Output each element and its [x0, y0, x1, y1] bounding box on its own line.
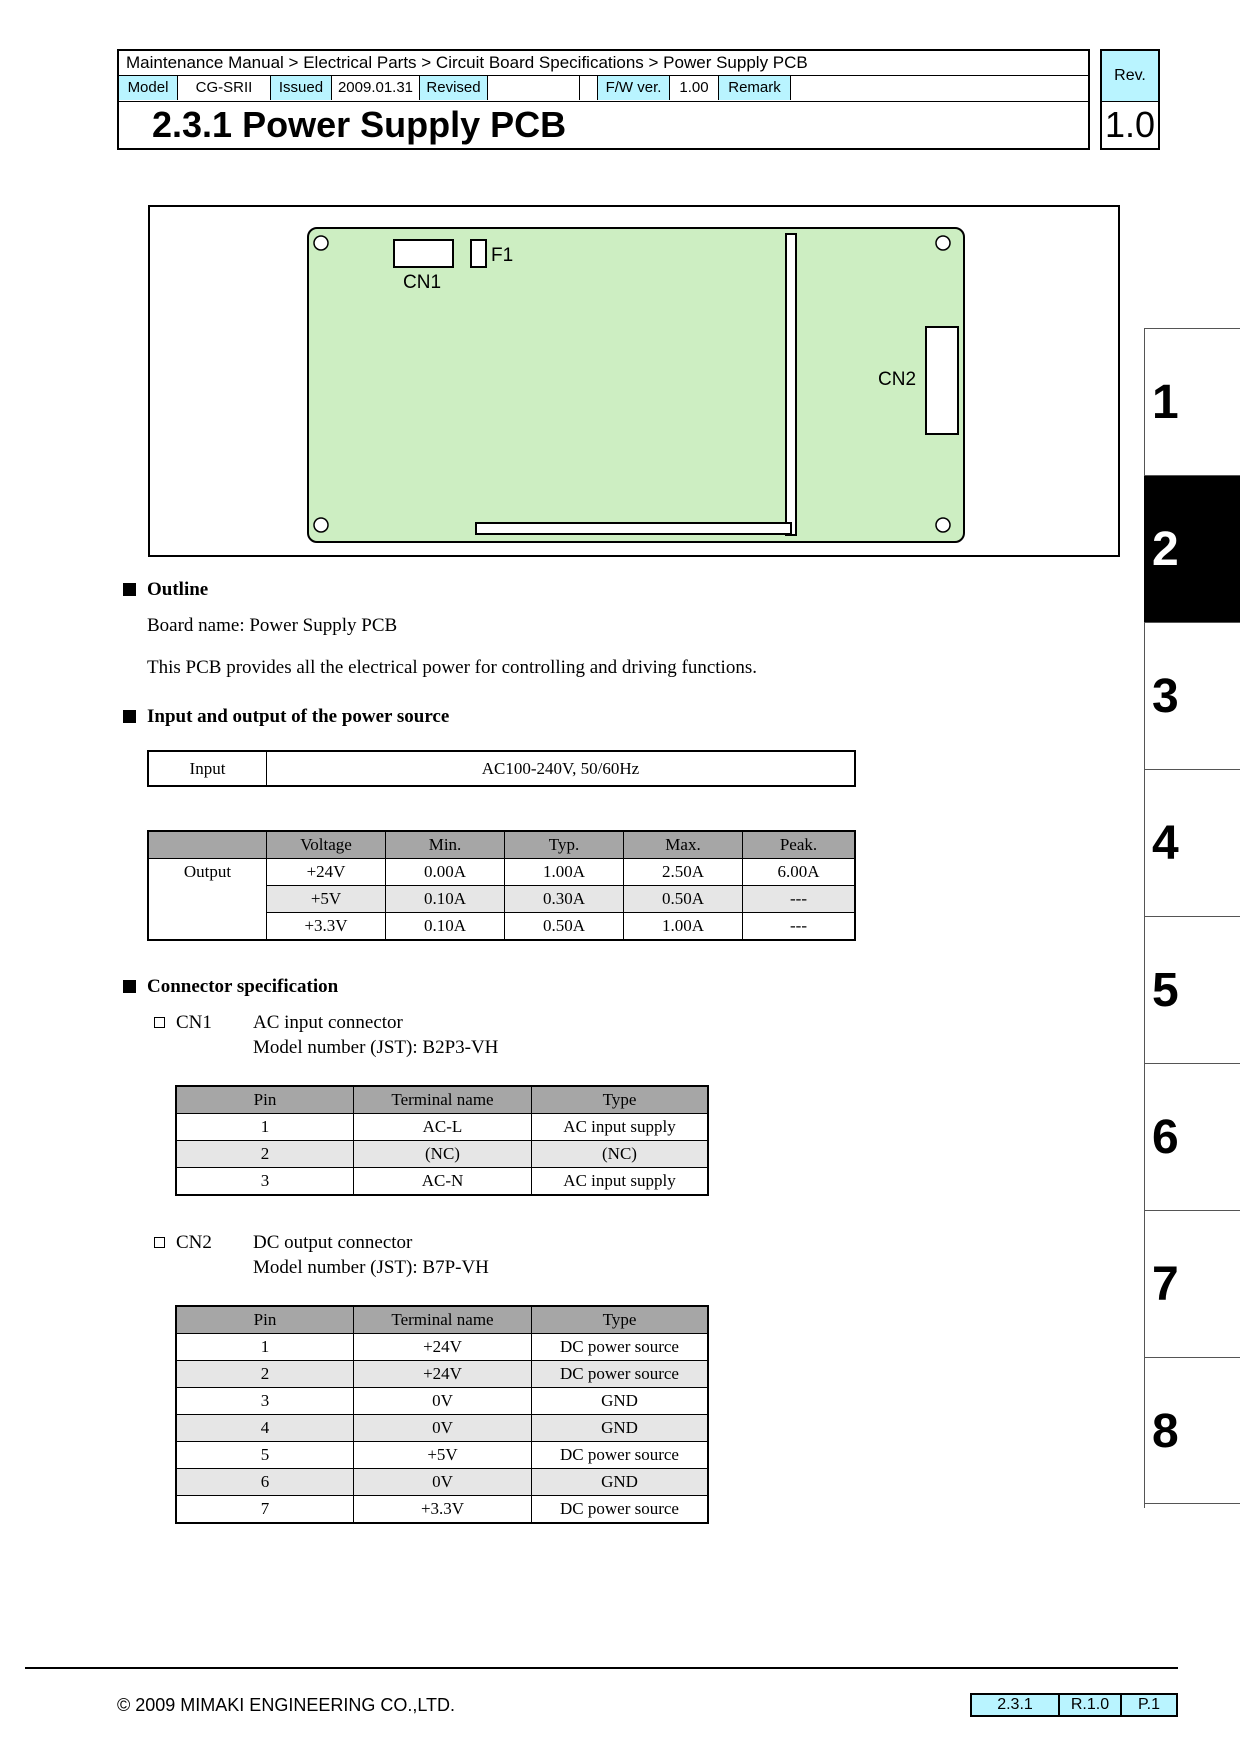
table-cell: 0.50A: [505, 913, 624, 941]
col-header: Terminal name: [354, 1306, 532, 1334]
mounting-hole: [936, 518, 950, 532]
table-cell: 0.10A: [386, 886, 505, 913]
table-cell: +24V: [354, 1361, 532, 1388]
table-cell: 0.00A: [386, 859, 505, 886]
table-cell: GND: [532, 1388, 709, 1415]
cn2-id-text: CN2: [176, 1232, 212, 1253]
pcb-diagram: [150, 207, 1118, 555]
fw-value: 1.00: [670, 76, 719, 100]
vertical-rail: [786, 234, 796, 535]
input-label: Input: [148, 751, 267, 786]
chapter-tab-1[interactable]: 1: [1144, 328, 1240, 475]
table-row: [176, 1114, 708, 1141]
f1-label: F1: [491, 245, 514, 266]
table-cell: DC power source: [532, 1442, 709, 1469]
cn2-connector: [926, 327, 958, 434]
col-header: Typ.: [505, 831, 624, 859]
table-cell: 1.00A: [505, 859, 624, 886]
table-row: [176, 1141, 708, 1168]
chapter-tab-5[interactable]: 5: [1144, 916, 1240, 1063]
table-row: [176, 1361, 708, 1388]
footer-page-info: [970, 1693, 1178, 1717]
bullet-square-icon: [123, 583, 136, 596]
chapter-tab-8[interactable]: 8: [1144, 1357, 1240, 1504]
table-cell: 0V: [354, 1388, 532, 1415]
output-corner: [148, 831, 267, 859]
table-cell: 4: [176, 1415, 354, 1442]
cn2-id: [176, 1231, 212, 1255]
breadcrumb: Maintenance Manual > Electrical Parts > Circuit Board Specifications > Power Supply PCB: [119, 51, 1088, 76]
table-row: [176, 1388, 708, 1415]
bullet-open-square-icon: [154, 1017, 165, 1028]
revised-value: [488, 76, 580, 100]
table-cell: 0.10A: [386, 913, 505, 941]
table-cell: DC power source: [532, 1334, 709, 1361]
table-cell: +3.3V: [354, 1496, 532, 1524]
col-header: Voltage: [267, 831, 386, 859]
remark-label: Remark: [719, 76, 791, 100]
table-cell: 0.30A: [505, 886, 624, 913]
output-label: Output: [148, 859, 267, 941]
table-cell: (NC): [532, 1141, 709, 1168]
table-cell: 5: [176, 1442, 354, 1469]
chapter-tab-3[interactable]: 3: [1144, 622, 1240, 769]
table-cell: 0V: [354, 1469, 532, 1496]
table-cell: 1: [176, 1334, 354, 1361]
cn1-connector: [394, 240, 453, 267]
connector-heading-text: Connector specification: [147, 976, 339, 997]
footer-divider: [25, 1667, 1178, 1669]
table-cell: 1: [176, 1114, 354, 1141]
cn1-name: AC input connector: [253, 1012, 403, 1033]
mounting-hole: [314, 236, 328, 250]
revision-box: [1100, 49, 1160, 150]
page-title: 2.3.1 Power Supply PCB: [152, 104, 567, 145]
power-heading: [147, 705, 449, 729]
table-row: [176, 1496, 708, 1524]
table-row: [176, 1334, 708, 1361]
table-cell: +5V: [354, 1442, 532, 1469]
table-cell: 3: [176, 1168, 354, 1196]
table-row: [176, 1442, 708, 1469]
table-cell: 0V: [354, 1415, 532, 1442]
f1-fuse: [471, 240, 486, 267]
fw-label: F/W ver.: [597, 76, 670, 100]
issued-label: Issued: [271, 76, 332, 100]
horizontal-rail: [476, 523, 791, 534]
metadata-row: [119, 76, 1088, 102]
col-header: Type: [532, 1306, 709, 1334]
rev-value: 1.0: [1104, 104, 1156, 145]
chapter-tab-4[interactable]: 4: [1144, 769, 1240, 916]
table-cell: ---: [743, 886, 856, 913]
col-header: Peak.: [743, 831, 856, 859]
table-cell: +5V: [267, 886, 386, 913]
output-table: [147, 830, 856, 941]
mounting-hole: [314, 518, 328, 532]
table-cell: 2: [176, 1141, 354, 1168]
table-cell: 6: [176, 1469, 354, 1496]
table-cell: DC power source: [532, 1361, 709, 1388]
chapter-tab-2[interactable]: 2: [1144, 475, 1240, 622]
cn1-table: [175, 1085, 709, 1196]
col-header: Min.: [386, 831, 505, 859]
table-row: [176, 1415, 708, 1442]
chapter-tab-7[interactable]: 7: [1144, 1210, 1240, 1357]
table-cell: (NC): [354, 1141, 532, 1168]
cn2-label: CN2: [878, 369, 917, 390]
table-row: [148, 859, 855, 886]
remark-value: [791, 76, 1088, 100]
table-row: [176, 1168, 708, 1196]
bullet-square-icon: [123, 980, 136, 993]
footer-section: 2.3.1: [972, 1695, 1060, 1715]
col-header: Pin: [176, 1086, 354, 1114]
table-cell: GND: [532, 1415, 709, 1442]
table-cell: GND: [532, 1469, 709, 1496]
document-header: [117, 49, 1090, 150]
table-cell: +24V: [354, 1334, 532, 1361]
table-cell: 2: [176, 1361, 354, 1388]
issued-value: 2009.01.31: [332, 76, 420, 100]
cn2-name: DC output connector: [253, 1232, 413, 1253]
outline-heading: [147, 578, 208, 602]
table-cell: 7: [176, 1496, 354, 1524]
table-cell: 3: [176, 1388, 354, 1415]
table-cell: AC input supply: [532, 1114, 709, 1141]
col-header: Max.: [624, 831, 743, 859]
input-value: AC100-240V, 50/60Hz: [267, 751, 856, 786]
cn1-model: Model number (JST): B2P3-VH: [253, 1037, 499, 1058]
cn1-id: [176, 1011, 212, 1035]
model-label: Model: [119, 76, 178, 100]
bullet-square-icon: [123, 710, 136, 723]
table-cell: 6.00A: [743, 859, 856, 886]
copyright: © 2009 MIMAKI ENGINEERING CO.,LTD.: [117, 1695, 456, 1715]
table-cell: +24V: [267, 859, 386, 886]
table-cell: AC-L: [354, 1114, 532, 1141]
table-cell: 2.50A: [624, 859, 743, 886]
table-cell: +3.3V: [267, 913, 386, 941]
table-cell: ---: [743, 913, 856, 941]
cn1-label: CN1: [403, 272, 442, 293]
rev-label: Rev.: [1102, 51, 1158, 102]
table-cell: 1.00A: [624, 913, 743, 941]
power-heading-text: Input and output of the power source: [147, 706, 450, 727]
mounting-hole: [936, 236, 950, 250]
col-header: Type: [532, 1086, 709, 1114]
revised-label: Revised: [420, 76, 488, 100]
col-header: Terminal name: [354, 1086, 532, 1114]
table-cell: DC power source: [532, 1496, 709, 1524]
bullet-open-square-icon: [154, 1237, 165, 1248]
footer-revision: R.1.0: [1060, 1695, 1122, 1715]
cn1-id-text: CN1: [176, 1012, 212, 1033]
model-value: CG-SRII: [178, 76, 271, 100]
table-cell: AC input supply: [532, 1168, 709, 1196]
cn2-table: [175, 1305, 709, 1524]
table-row: [176, 1469, 708, 1496]
chapter-tab-6[interactable]: 6: [1144, 1063, 1240, 1210]
connector-heading: [147, 975, 338, 999]
cn2-model: Model number (JST): B7P-VH: [253, 1257, 489, 1278]
footer-page: P.1: [1122, 1695, 1176, 1715]
input-table: [147, 750, 856, 787]
table-cell: AC-N: [354, 1168, 532, 1196]
board-name: Board name: Power Supply PCB: [147, 615, 398, 636]
outline-description: This PCB provides all the electrical power for controlling and driving functions.: [147, 657, 757, 678]
outline-heading-text: Outline: [147, 579, 209, 600]
table-cell: 0.50A: [624, 886, 743, 913]
col-header: Pin: [176, 1306, 354, 1334]
pcb-figure: [148, 205, 1120, 557]
